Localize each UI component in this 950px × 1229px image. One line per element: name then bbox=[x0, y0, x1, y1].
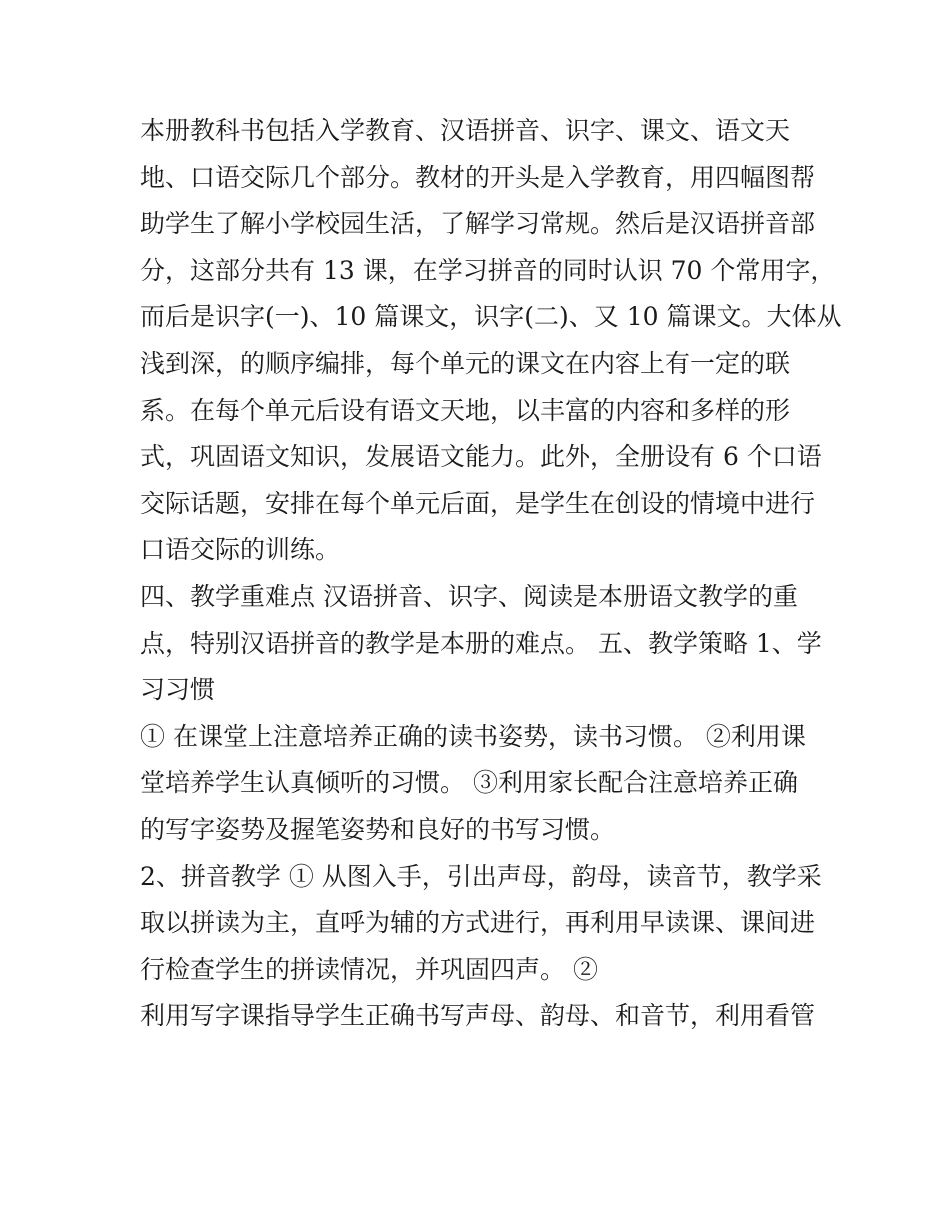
text-line: 浅到深，的顺序编排，每个单元的课文在内容上有一定的联 bbox=[140, 348, 791, 378]
text-line: 分，这部分共有 13 课，在学习拼音的同时认识 70 个常用字， bbox=[140, 255, 836, 285]
paragraph-writing-class bbox=[140, 993, 820, 1040]
paragraph-key-difficulties bbox=[140, 574, 820, 714]
paragraph-study-habits bbox=[140, 714, 820, 854]
text-line: 取以拼读为主，直呼为辅的方式进行，再利用早读课、课间进 bbox=[140, 908, 816, 938]
text-line: 2、拼音教学 ① 从图入手，引出声母，韵母，读音节，教学采 bbox=[140, 861, 822, 891]
text-line: 助学生了解小学校园生活，了解学习常规。然后是汉语拼音部 bbox=[140, 209, 816, 239]
text-line: 四、教学重难点 汉语拼音、识字、阅读是本册语文教学的重 bbox=[140, 581, 798, 611]
text-line: 地、口语交际几个部分。教材的开头是入学教育，用四幅图帮 bbox=[140, 162, 816, 192]
text-line: 口语交际的训练。 bbox=[140, 535, 341, 565]
paragraph-pinyin-teaching bbox=[140, 854, 820, 994]
text-line: 的写字姿势及握笔姿势和良好的书写习惯。 bbox=[140, 814, 616, 844]
text-line: 系。在每个单元后设有语文天地，以丰富的内容和多样的形 bbox=[140, 395, 791, 425]
text-line: 式，巩固语文知识，发展语文能力。此外，全册设有 6 个口语 bbox=[140, 442, 822, 472]
text-line: 交际话题，安排在每个单元后面，是学生在创设的情境中进行 bbox=[140, 488, 816, 518]
text-line: 行检查学生的拼读情况，并巩固四声。 ② bbox=[140, 954, 598, 984]
text-line: ① 在课堂上注意培养正确的读书姿势，读书习惯。 ②利用课 bbox=[140, 721, 806, 751]
text-line: 本册教科书包括入学教育、汉语拼音、识字、课文、语文天 bbox=[140, 116, 791, 145]
text-line: 而后是识字(一)、10 篇课文，识字(二)、又 10 篇课文。大体从 bbox=[140, 302, 842, 332]
text-line: 习习惯 bbox=[140, 675, 216, 705]
text-line: 点，特别汉语拼音的教学是本册的难点。 五、教学策略 1、学 bbox=[140, 628, 822, 658]
text-line: 堂培养学生认真倾听的习惯。 ③利用家长配合注意培养正确 bbox=[140, 768, 798, 798]
text-line: 利用写字课指导学生正确书写声母、韵母、和音节，利用看管 bbox=[140, 1001, 816, 1031]
paragraph-textbook-overview bbox=[140, 108, 842, 574]
document-body bbox=[140, 108, 842, 1040]
